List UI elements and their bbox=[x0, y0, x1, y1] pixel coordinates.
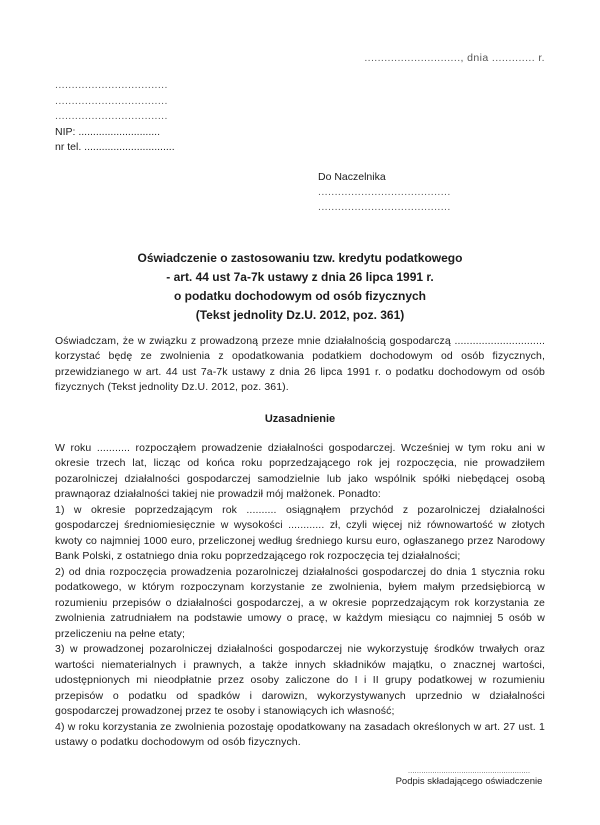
date-line: ............................., dnia ............. r. bbox=[364, 52, 545, 64]
justification-item: 4) w roku korzystania ze zwolnienia pozostaję opodatkowany na zasadach określonych w art. 27 ust. 1 ustawy o podatku dochodowym od osób fizycznych. bbox=[55, 720, 545, 748]
sender-line: .................................. bbox=[55, 79, 168, 91]
recipient-block bbox=[318, 169, 545, 216]
justification-intro: W roku ........... rozpocząłem prowadzenie działalności gospodarczej. Wcześniej w tym roku ani w okresie trzech lat, licząc od końca roku poprzedzającego rok jej rozpoczęcia, nie prowadziłem pozarolniczej działalności gospodarczej samodzielnie lub jako wspólnik spółki niebędącej osobą prawnąoraz działalności takiej nie prowadził mój małżonek. Ponadto: bbox=[55, 441, 545, 500]
justification-item: 2) od dnia rozpoczęcia prowadzenia pozarolniczej działalności gospodarczej do dnia 1 stycznia roku podatkowego, w którym rozpoczynam korzystanie ze zwolnienia, byłem małym przedsiębiorcą w rozumieniu przepisów o działalności gospodarczej, a w okresie poprzedzającym rok korzystania ze zwolnienia zatrudniałem na podstawie umowy o pracę, w każdym miesiącu co najmniej 5 osób w przeliczeniu na pełne etaty; bbox=[55, 565, 545, 640]
justification-item: 3) w prowadzonej pozarolniczej działalności gospodarczej nie wykorzystuję środków trwałych oraz wartości niematerialnych i prawnych, a także innych składników majątku, o znacznej wartości, udostępnionych mi nieodpłatnie przez osoby zaliczone do I i II grupy podatkowej w rozumieniu przepisów o podatku od spadków i darowizn, wykorzystywanych uprzednio w działalności gospodarczej prowadzonej przez te osoby i stanowiących ich własność; bbox=[55, 643, 545, 717]
signature-caption: Podpis składającego oświadczenie bbox=[395, 775, 543, 787]
justification-heading: Uzasadnienie bbox=[264, 412, 336, 425]
title-line-3: o podatku dochodowym od osób fizycznych bbox=[173, 288, 426, 303]
justification-item: 1) w okresie poprzedzającym rok .......... osiągnąłem przychód z pozarolniczej działalności gospodarczej średniomiesięcznie w wysokości ............ zł, czyli więcej niż równowartość w złotych kwoty co najmniej 1000 euro, przeliczonej według średniego kursu euro, ogłaszanego przez Narodowy Bank Polski, z ostatniego dnia roku poprzedzającego rok rozpoczęcia tej działalności; bbox=[55, 503, 545, 562]
sender-block bbox=[55, 78, 545, 156]
title-line-1: Oświadczenie o zastosowaniu tzw. kredytu podatkowego bbox=[137, 250, 463, 265]
phone-line: nr tel. ............................... bbox=[55, 141, 175, 153]
signature-block bbox=[393, 766, 545, 788]
title-line-2: - art. 44 ust 7a-7k ustawy z dnia 26 lipca 1991 r. bbox=[166, 269, 434, 284]
signature-line: ....................................................... bbox=[407, 765, 531, 775]
nip-line: NIP: ............................ bbox=[55, 125, 161, 138]
declaration-paragraph: Oświadczam, że w związku z prowadzoną przeze mnie działalnością gospodarczą .............................. korzystać będę ze zwolnienia z opodatkowania podatkiem dochodowym od osób fizycznych, przewidzianego w art. 44 ust 7a-7k ustawy z dnia 26 lipca 1991 r. o podatku dochodowym od osób fizycznych (Tekst jednolity Dz.U. 2012, poz. 361). bbox=[55, 334, 545, 393]
recipient-line: ........................................ bbox=[318, 201, 451, 213]
sender-line: .................................. bbox=[55, 110, 168, 122]
recipient-heading: Do Naczelnika bbox=[318, 170, 386, 183]
document-title bbox=[55, 249, 545, 325]
recipient-line: ........................................ bbox=[318, 185, 451, 198]
sender-line: .................................. bbox=[55, 94, 168, 107]
title-line-4: (Tekst jednolity Dz.U. 2012, poz. 361) bbox=[195, 307, 405, 322]
justification-body bbox=[55, 441, 545, 751]
